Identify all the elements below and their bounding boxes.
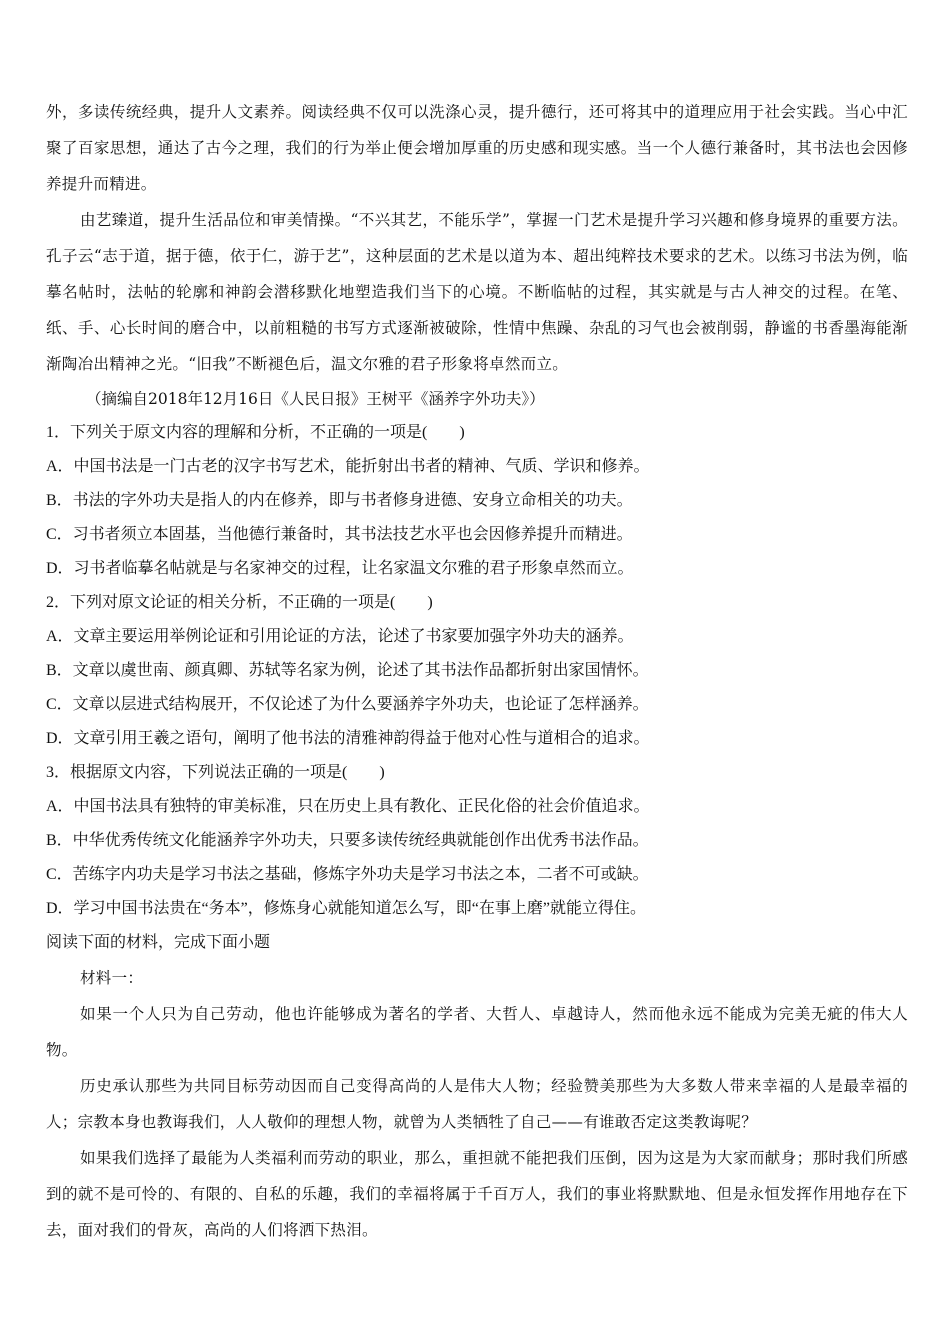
material-paragraph: 如果我们选择了最能为人类福利而劳动的职业，那么，重担就不能把我们压倒，因为这是为大家而献身；那时我们所感到的就不是可怜的、有限的、自私的乐趣，我们的幸福将属于千百万人，我们的事业将默默地、但是永恒发挥作用地存在下去，面对我们的骨灰，高尚的人们将洒下热泪。	[46, 1149, 908, 1239]
option-c: C．习书者须立本固基，当他德行兼备时，其书法技艺水平也会因修养提升而精进。	[46, 526, 633, 543]
passage-paragraph-art: 由艺臻道，提升生活品位和审美情操。“不兴其艺，不能乐学”，掌握一门艺术是提升学习兴趣和修身境界的重要方法。孔子云“志于道，据于德，依于仁，游于艺”，这种层面的艺术是以道为本、超出纯粹技术要求的艺术。以练习书法为例，临摹名帖时，法帖的轮廓和神韵会潜移默化地塑造我们当下的心境。不断临帖的过程，其实就是与古人神交的过程。在笔、纸、手、心长时间的磨合中，以前粗糙的书写方式逐渐被破除，性情中焦躁、杂乱的习气也会被削弱，静谧的书香墨海能渐渐陶冶出精神之光。“旧我”不断褪色后，温文尔雅的君子形象将卓然而立。	[46, 211, 908, 373]
option-d: D．习书者临摹名帖就是与名家神交的过程，让名家温文尔雅的君子形象卓然而立。	[46, 560, 634, 577]
option-c: C．苦练字内功夫是学习书法之基础，修炼字外功夫是学习书法之本，二者不可或缺。	[46, 866, 649, 883]
question-3	[46, 756, 908, 926]
question-stem: 3．根据原文内容，下列说法正确的一项是( )	[46, 764, 385, 781]
material-label: 材料一：	[80, 969, 144, 987]
option-b: B．书法的字外功夫是指人的内在修养，即与书者修身进德、安身立命相关的功夫。	[46, 492, 633, 509]
option-a: A．文章主要运用举例论证和引用论证的方法，论述了书家要加强字外功夫的涵养。	[46, 628, 634, 645]
option-d: D．文章引用王羲之语句，阐明了他书法的清雅神韵得益于他对心性与道相合的追求。	[46, 730, 650, 747]
material-paragraph: 如果一个人只为自己劳动，他也许能够成为著名的学者、大哲人、卓越诗人，然而他永远不能成为完美无疵的伟大人物。	[46, 1005, 908, 1059]
option-c: C．文章以层进式结构展开，不仅论述了为什么要涵养字外功夫，也论证了怎样涵养。	[46, 696, 649, 713]
question-2	[46, 586, 908, 756]
reading-instruction: 阅读下面的材料，完成下面小题	[46, 934, 271, 951]
question-1	[46, 416, 908, 586]
option-b: B．文章以虞世南、颜真卿、苏轼等名家为例，论述了其书法作品都折射出家国情怀。	[46, 662, 649, 679]
document-page	[46, 94, 908, 1248]
question-stem: 2．下列对原文论证的相关分析，不正确的一项是( )	[46, 594, 433, 611]
option-a: A．中国书法具有独特的审美标准，只在历史上具有教化、正民化俗的社会价值追求。	[46, 798, 650, 815]
material-paragraph: 历史承认那些为共同目标劳动因而自己变得高尚的人是伟大人物；经验赞美那些为大多数人带来幸福的人是最幸福的人；宗教本身也教诲我们，人人敬仰的理想人物，就曾为人类牺牲了自己——有谁敢否定这类教诲呢？	[46, 1077, 908, 1131]
option-a: A．中国书法是一门古老的汉字书写艺术，能折射出书者的精神、气质、学识和修养。	[46, 458, 650, 475]
option-b: B．中华优秀传统文化能涵养字外功夫，只要多读传统经典就能创作出优秀书法作品。	[46, 832, 649, 849]
question-stem: 1．下列关于原文内容的理解和分析，不正确的一项是( )	[46, 424, 465, 441]
passage-paragraph-continuation: 外，多读传统经典，提升人文素养。阅读经典不仅可以洗涤心灵，提升德行，还可将其中的道理应用于社会实践。当心中汇聚了百家思想，通达了古今之理，我们的行为举止便会增加厚重的历史感和现实感。当一个人德行兼备时，其书法也会因修养提升而精进。	[46, 103, 908, 193]
passage-source: （摘编自2018年12月16日《人民日报》王树平《涵养字外功夫》）	[86, 390, 545, 408]
option-d: D．学习中国书法贵在“务本”，修炼身心就能知道怎么写，即“在事上磨”就能立得住。	[46, 900, 646, 917]
